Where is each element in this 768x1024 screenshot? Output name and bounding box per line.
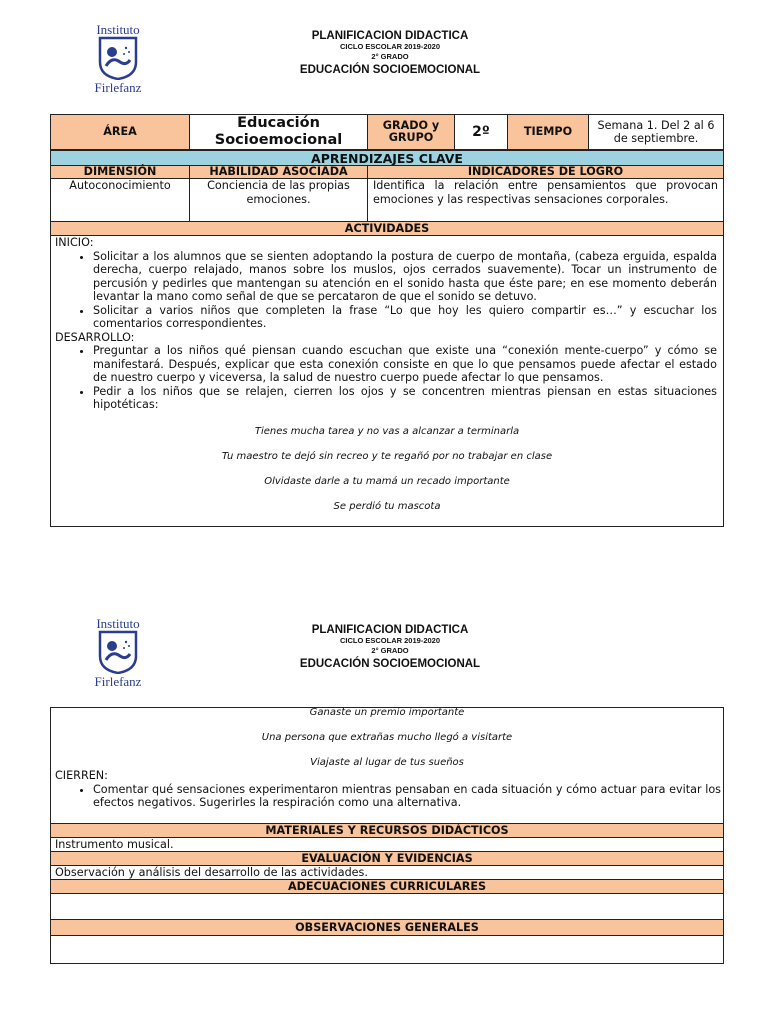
- header-grade: 2° GRADO: [371, 646, 409, 655]
- indicadores-value: [367, 178, 724, 222]
- grado-value: 2º: [454, 114, 508, 150]
- header-subject: EDUCACIÓN SOCIOEMOCIONAL: [299, 64, 481, 76]
- cierre-label: CIERREN:: [55, 769, 108, 782]
- page-header: [240, 624, 540, 670]
- logo-text-top: Instituto: [96, 616, 140, 631]
- evaluacion-text: Observación y análisis del desarrollo de las actividades.: [55, 866, 368, 879]
- area-value: Educación Socioemocional: [189, 114, 368, 150]
- tiempo-value: Semana 1. Del 2 al 6 de septiembre.: [588, 114, 724, 150]
- dimension-value: [50, 178, 190, 222]
- grado-label: GRADO y GRUPO: [367, 114, 455, 150]
- desarrollo-label: DESARROLLO:: [55, 330, 135, 344]
- situacion-7: Viajaste al lugar de tus sueños: [310, 757, 464, 768]
- header-cycle: CICLO ESCOLAR 2019-2020: [339, 636, 441, 645]
- logo-text-bottom: Firlefanz: [94, 80, 142, 95]
- header-title: PLANIFICACION DIDACTICA: [311, 30, 469, 42]
- school-logo: [70, 24, 166, 98]
- situacion-3: Olvidaste darle a tu mamá un recado importante: [264, 476, 510, 487]
- header-grade: 2° GRADO: [371, 52, 409, 61]
- list-item: • Preguntar a los niños qué piensan cuando escuchan que existe una “conexión mente-cuerpo” y cómo se manifestará. Después, explicar que esta conexión consiste en que lo que pensamos puede afectar el estado de nuestro cuerpo y viceversa, la salud de nuestro cuerpo puede afectar lo que pensamos.: [93, 344, 717, 385]
- materiales-value: [50, 837, 724, 852]
- list-item: • Comentar qué sensaciones experimentaron mientras pensaban en cada situación y cómo actuar para evitar los efectos negativos. Sugerirles la respiración como una alternativa.: [93, 783, 721, 810]
- materiales-title: MATERIALES Y RECURSOS DIDÁCTICOS: [50, 823, 724, 838]
- desarrollo-list: [55, 344, 717, 412]
- page-header: [240, 30, 540, 76]
- actividades-title: ACTIVIDADES: [50, 221, 724, 236]
- evaluacion-value: [50, 865, 724, 880]
- shield-icon: [98, 36, 138, 80]
- situacion-4: Se perdió tu mascota: [333, 501, 441, 512]
- aprendizajes-title: APRENDIZAJES CLAVE: [50, 150, 724, 166]
- list-item: • Pedir a los niños que se relajen, cierren los ojos y se concentren mientras piensan en estas situaciones hipotéticas:: [93, 385, 717, 412]
- indicadores-text: Identifica la relación entre pensamientos que provocan emociones y las respectivas sensaciones corporales.: [373, 179, 718, 206]
- situacion-5: Ganaste un premio importante: [309, 707, 465, 718]
- col-dimension: DIMENSIÓN: [50, 165, 190, 179]
- school-logo: [70, 618, 166, 692]
- shield-icon: [98, 630, 138, 674]
- cierre-list: [55, 783, 721, 810]
- logo-text-bottom: Firlefanz: [94, 674, 142, 689]
- dimension-text: Autoconocimiento: [69, 179, 171, 192]
- materiales-text: Instrumento musical.: [55, 838, 174, 851]
- observaciones-title: OBSERVACIONES GENERALES: [50, 919, 724, 936]
- observaciones-value: [50, 935, 724, 964]
- inicio-list: [55, 250, 717, 331]
- habilidad-text: Conciencia de las propias emociones.: [207, 179, 350, 206]
- situacion-2: Tu maestro te dejó sin recreo y te regañó por no trabajar en clase: [221, 451, 553, 462]
- tiempo-label: TIEMPO: [507, 114, 589, 150]
- evaluacion-title: EVALUACIÓN Y EVIDENCIAS: [50, 851, 724, 866]
- situacion-6: Una persona que extrañas mucho llegó a visitarte: [261, 732, 513, 743]
- header-title: PLANIFICACION DIDACTICA: [311, 624, 469, 636]
- habilidad-value: [189, 178, 368, 222]
- situacion-1: Tienes mucha tarea y no vas a alcanzar a terminarla: [254, 426, 520, 437]
- list-item: • Solicitar a varios niños que completen la frase “Lo que hoy les quiero compartir es…” y escuchar los comentarios correspondientes.: [93, 304, 717, 331]
- col-habilidad: HABILIDAD ASOCIADA: [189, 165, 368, 179]
- adecuaciones-value: [50, 893, 724, 920]
- list-item: • Solicitar a los alumnos que se sienten adoptando la postura de cuerpo de montaña, (cabeza erguida, espalda derecha, cuerpo relajado, manos sobre los muslos, ojos cerrados suavemente). Tocar un instrumento de percusión y pedirles que mantengan su atención en el sonido hasta que éste pare; en ese momento deberán levantar la mano como señal de que se percataron de que el sonido se detuvo.: [93, 250, 717, 304]
- cierre-block: [51, 769, 721, 810]
- header-cycle: CICLO ESCOLAR 2019-2020: [339, 42, 441, 51]
- adecuaciones-title: ADECUACIONES CURRICULARES: [50, 879, 724, 894]
- inicio-label: INICIO:: [55, 236, 94, 249]
- col-indicadores: INDICADORES DE LOGRO: [367, 165, 724, 179]
- logo-text-top: Instituto: [96, 22, 140, 37]
- area-label: ÁREA: [50, 114, 190, 150]
- header-subject: EDUCACIÓN SOCIOEMOCIONAL: [299, 658, 481, 670]
